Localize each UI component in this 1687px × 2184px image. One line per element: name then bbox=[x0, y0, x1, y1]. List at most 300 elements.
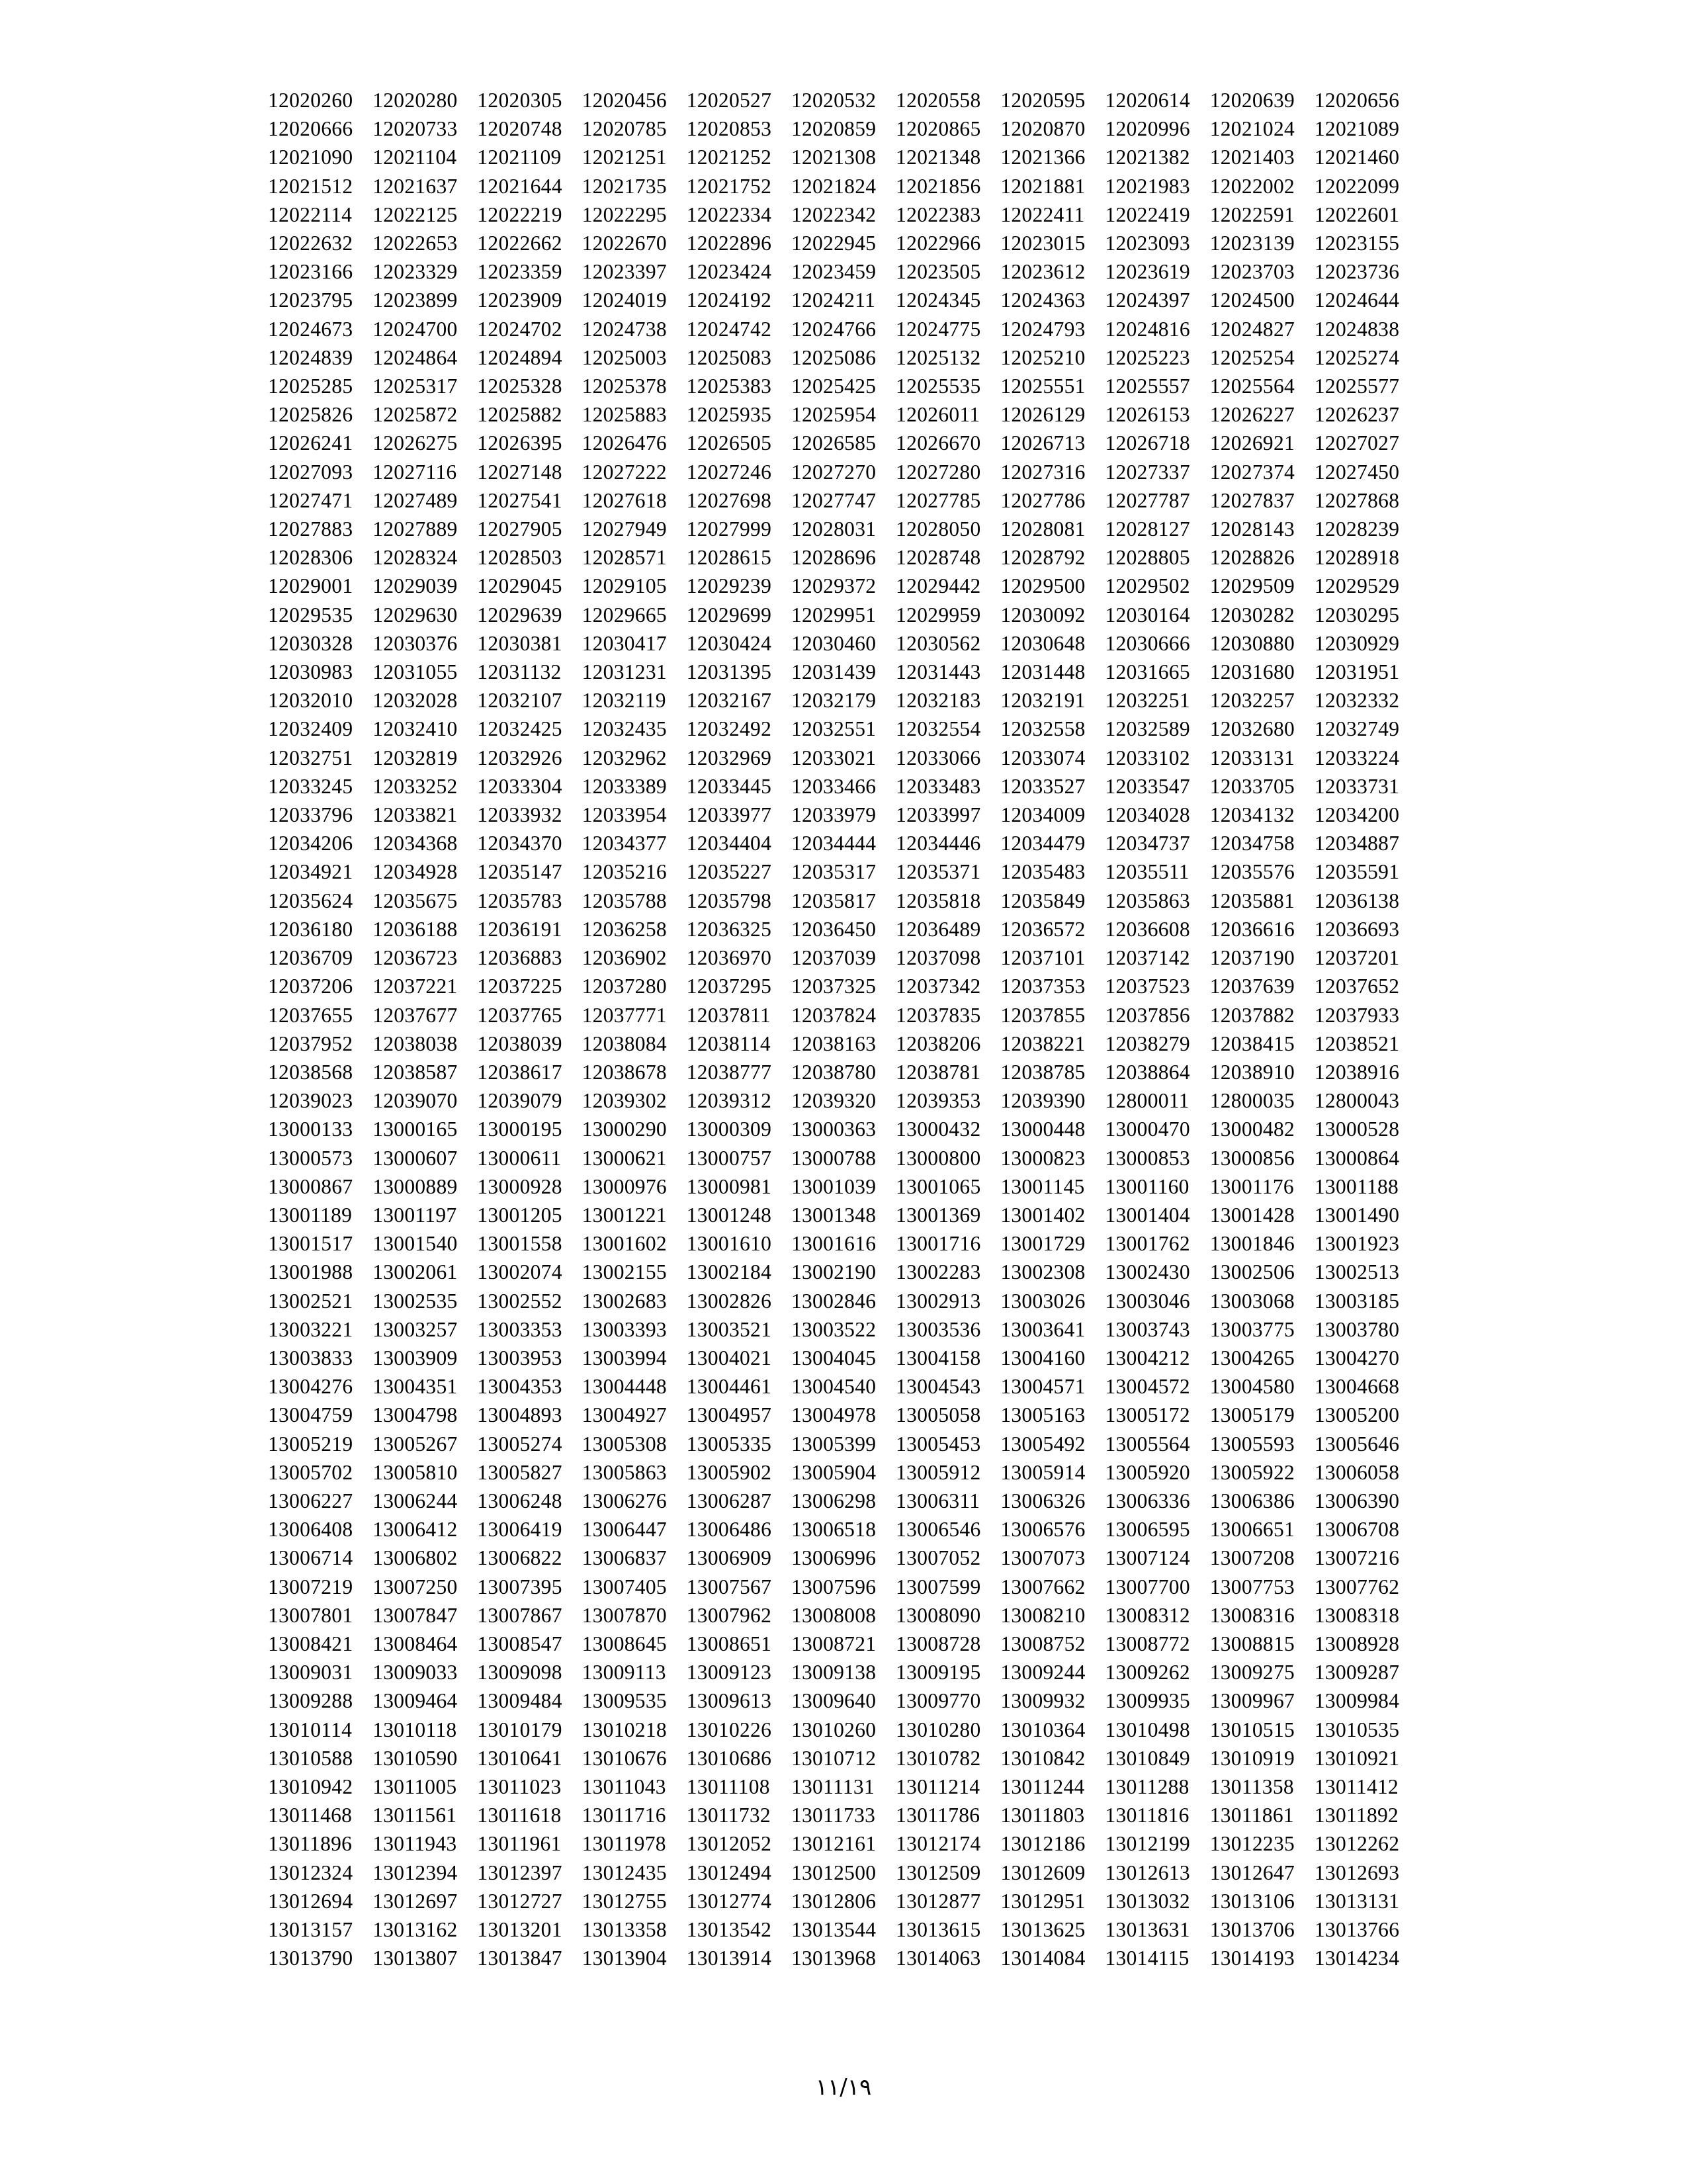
number-cell: 12033821 bbox=[372, 803, 458, 827]
number-cell: 13001610 bbox=[686, 1232, 772, 1256]
number-cell: 13001923 bbox=[1314, 1232, 1400, 1256]
number-cell: 13010218 bbox=[582, 1718, 667, 1741]
number-cell: 12038864 bbox=[1105, 1060, 1190, 1084]
number-cell: 12037142 bbox=[1105, 946, 1190, 970]
number-cell: 12039302 bbox=[582, 1089, 667, 1113]
number-cell: 12022653 bbox=[372, 232, 458, 255]
number-cell: 13012174 bbox=[896, 1832, 981, 1856]
number-cell: 12023909 bbox=[477, 288, 562, 312]
number-cell: 13009287 bbox=[1314, 1661, 1400, 1684]
number-cell: 13012755 bbox=[582, 1889, 667, 1913]
number-cell: 12031443 bbox=[896, 660, 981, 684]
number-cell: 13001065 bbox=[896, 1174, 981, 1198]
number-cell: 13009275 bbox=[1209, 1661, 1295, 1684]
number-cell: 13011803 bbox=[1000, 1804, 1085, 1827]
number-cell: 13000928 bbox=[477, 1174, 562, 1198]
number-cell: 13009640 bbox=[791, 1689, 877, 1713]
number-cell: 12024019 bbox=[582, 288, 667, 312]
number-cell: 12020733 bbox=[372, 117, 458, 141]
number-cell: 12027999 bbox=[686, 517, 772, 541]
number-cell: 12026713 bbox=[1000, 431, 1086, 455]
number-cell: 13008090 bbox=[896, 1603, 981, 1627]
number-cell: 13002535 bbox=[372, 1289, 458, 1313]
number-cell: 12033389 bbox=[582, 774, 667, 798]
number-cell: 12025132 bbox=[896, 345, 981, 369]
number-cell: 13009935 bbox=[1105, 1689, 1190, 1713]
number-cell: 12022114 bbox=[268, 202, 353, 226]
number-cell: 12021089 bbox=[1314, 117, 1400, 141]
number-cell: 12021644 bbox=[477, 174, 562, 198]
number-cell: 13000976 bbox=[582, 1174, 667, 1198]
number-cell: 12025254 bbox=[1209, 345, 1295, 369]
number-cell: 12038279 bbox=[1105, 1031, 1190, 1055]
number-cell: 12032409 bbox=[268, 717, 353, 741]
number-row bbox=[268, 1201, 1419, 1229]
number-cell: 13011023 bbox=[477, 1774, 562, 1798]
number-row bbox=[268, 315, 1419, 343]
number-cell: 12038916 bbox=[1314, 1060, 1400, 1084]
number-cell: 12033224 bbox=[1314, 746, 1400, 769]
number-cell: 12023619 bbox=[1105, 260, 1190, 284]
number-row bbox=[268, 1344, 1419, 1372]
number-cell: 12037933 bbox=[1314, 1003, 1400, 1027]
number-row bbox=[268, 515, 1419, 543]
number-cell: 13006822 bbox=[477, 1546, 562, 1570]
number-cell: 13013807 bbox=[372, 1946, 458, 1970]
number-cell: 13004668 bbox=[1314, 1375, 1400, 1399]
number-cell: 12022219 bbox=[477, 202, 562, 226]
number-cell: 13002430 bbox=[1105, 1260, 1190, 1284]
number-cell: 12021637 bbox=[372, 174, 458, 198]
number-cell: 12020870 bbox=[1000, 117, 1086, 141]
number-cell: 13013968 bbox=[791, 1946, 877, 1970]
number-cell: 12022966 bbox=[896, 232, 981, 255]
number-cell: 13001988 bbox=[268, 1260, 353, 1284]
number-cell: 12025954 bbox=[791, 403, 877, 427]
number-cell: 12034921 bbox=[268, 860, 353, 884]
number-cell: 12034200 bbox=[1314, 803, 1400, 827]
number-cell: 12025577 bbox=[1314, 374, 1400, 398]
number-cell: 13008210 bbox=[1000, 1603, 1086, 1627]
number-cell: 12034370 bbox=[477, 832, 562, 855]
number-cell: 12033977 bbox=[686, 803, 772, 827]
number-cell: 12035591 bbox=[1314, 860, 1400, 884]
number-cell: 12037882 bbox=[1209, 1003, 1295, 1027]
number-row bbox=[268, 1001, 1419, 1029]
number-cell: 12032551 bbox=[791, 717, 877, 741]
number-cell: 13005058 bbox=[896, 1403, 981, 1427]
number-row bbox=[268, 1573, 1419, 1601]
number-cell: 13005920 bbox=[1105, 1460, 1190, 1484]
number-cell: 13009098 bbox=[477, 1661, 562, 1684]
number-cell: 12030666 bbox=[1105, 631, 1190, 655]
number-cell: 12030648 bbox=[1000, 631, 1086, 655]
number-cell: 12022411 bbox=[1000, 202, 1085, 226]
number-cell: 13007762 bbox=[1314, 1575, 1400, 1598]
number-cell: 13012199 bbox=[1105, 1832, 1190, 1856]
number-cell: 12033021 bbox=[791, 746, 877, 769]
number-cell: 12027374 bbox=[1209, 460, 1295, 484]
number-cell: 12027148 bbox=[477, 460, 562, 484]
number-cell: 13000757 bbox=[686, 1146, 772, 1170]
number-cell: 13001197 bbox=[372, 1203, 457, 1227]
number-cell: 13000800 bbox=[896, 1146, 981, 1170]
number-cell: 12032435 bbox=[582, 717, 667, 741]
number-cell: 12021090 bbox=[268, 146, 353, 169]
number-cell: 13011468 bbox=[268, 1804, 353, 1827]
number-cell: 13009138 bbox=[791, 1661, 877, 1684]
number-cell: 13001729 bbox=[1000, 1232, 1086, 1256]
number-cell: 12035817 bbox=[791, 889, 877, 912]
number-cell: 13004893 bbox=[477, 1403, 562, 1427]
number-cell: 13003909 bbox=[372, 1346, 458, 1370]
number-cell: 12037855 bbox=[1000, 1003, 1086, 1027]
number-cell: 13007073 bbox=[1000, 1546, 1086, 1570]
number-row bbox=[268, 1229, 1419, 1258]
number-cell: 12027905 bbox=[477, 517, 562, 541]
number-cell: 13012397 bbox=[477, 1860, 562, 1884]
number-cell: 12021308 bbox=[791, 146, 877, 169]
number-cell: 12027618 bbox=[582, 488, 667, 512]
number-cell: 13004021 bbox=[686, 1346, 772, 1370]
number-cell: 13006276 bbox=[582, 1489, 667, 1512]
number-row bbox=[268, 1487, 1419, 1515]
number-cell: 12025086 bbox=[791, 345, 877, 369]
number-cell: 12033547 bbox=[1105, 774, 1190, 798]
number-cell: 12022125 bbox=[372, 202, 458, 226]
number-cell: 13012727 bbox=[477, 1889, 562, 1913]
number-cell: 12021109 bbox=[477, 146, 562, 169]
number-cell: 12020748 bbox=[477, 117, 562, 141]
number-cell: 13008316 bbox=[1209, 1603, 1295, 1627]
number-cell: 13008312 bbox=[1105, 1603, 1190, 1627]
number-cell: 13011961 bbox=[477, 1832, 562, 1856]
number-cell: 12022334 bbox=[686, 202, 772, 226]
number-cell: 13002826 bbox=[686, 1289, 772, 1313]
number-cell: 13009113 bbox=[582, 1661, 666, 1684]
number-cell: 13010676 bbox=[582, 1746, 667, 1770]
number-cell: 13008421 bbox=[268, 1632, 353, 1655]
number-cell: 12033304 bbox=[477, 774, 562, 798]
number-cell: 12038587 bbox=[372, 1060, 458, 1084]
number-cell: 12037856 bbox=[1105, 1003, 1190, 1027]
number-cell: 12031395 bbox=[686, 660, 772, 684]
number-cell: 12030328 bbox=[268, 631, 353, 655]
number-cell: 12033074 bbox=[1000, 746, 1086, 769]
number-cell: 13012693 bbox=[1314, 1860, 1400, 1884]
number-row bbox=[268, 172, 1419, 200]
number-cell: 12025935 bbox=[686, 403, 772, 427]
number-cell: 13007124 bbox=[1105, 1546, 1190, 1570]
number-cell: 13004540 bbox=[791, 1375, 877, 1399]
number-cell: 12026505 bbox=[686, 431, 772, 455]
number-cell: 12025826 bbox=[268, 403, 353, 427]
number-cell: 12022591 bbox=[1209, 202, 1295, 226]
number-cell: 13010590 bbox=[372, 1746, 458, 1770]
number-cell: 12028306 bbox=[268, 546, 353, 570]
number-cell: 13005564 bbox=[1105, 1432, 1190, 1456]
number-cell: 12035147 bbox=[477, 860, 562, 884]
number-cell: 12020614 bbox=[1105, 89, 1190, 112]
number-cell: 13009613 bbox=[686, 1689, 772, 1713]
number-cell: 13005453 bbox=[896, 1432, 981, 1456]
number-row bbox=[268, 1287, 1419, 1315]
number-cell: 12038521 bbox=[1314, 1031, 1400, 1055]
number-cell: 12034887 bbox=[1314, 832, 1400, 855]
number-cell: 12030295 bbox=[1314, 603, 1400, 627]
number-cell: 13001189 bbox=[268, 1203, 353, 1227]
number-cell: 12020532 bbox=[791, 89, 877, 112]
number-cell: 13005646 bbox=[1314, 1432, 1400, 1456]
number-cell: 13004265 bbox=[1209, 1346, 1295, 1370]
number-cell: 12036709 bbox=[268, 946, 353, 970]
number-cell: 12021104 bbox=[372, 146, 457, 169]
number-cell: 13010280 bbox=[896, 1718, 981, 1741]
number-cell: 12038206 bbox=[896, 1031, 981, 1055]
number-cell: 13006248 bbox=[477, 1489, 562, 1512]
number-cell: 13012262 bbox=[1314, 1832, 1400, 1856]
number-cell: 13003743 bbox=[1105, 1317, 1190, 1341]
number-cell: 12034928 bbox=[372, 860, 458, 884]
number-row bbox=[268, 86, 1419, 114]
number-cell: 13003780 bbox=[1314, 1317, 1400, 1341]
number-cell: 13005904 bbox=[791, 1460, 877, 1484]
number-cell: 13005219 bbox=[268, 1432, 353, 1456]
number-cell: 13004759 bbox=[268, 1403, 353, 1427]
number-row bbox=[268, 1658, 1419, 1686]
number-cell: 12028081 bbox=[1000, 517, 1086, 541]
number-cell: 12035227 bbox=[686, 860, 772, 884]
number-cell: 13011861 bbox=[1209, 1804, 1294, 1827]
number-cell: 12027698 bbox=[686, 488, 772, 512]
number-cell: 13009195 bbox=[896, 1661, 981, 1684]
number-row bbox=[268, 1544, 1419, 1572]
number-cell: 13010535 bbox=[1314, 1718, 1400, 1741]
number-cell: 12023397 bbox=[582, 260, 667, 284]
number-cell: 12037098 bbox=[896, 946, 981, 970]
number-cell: 12022601 bbox=[1314, 202, 1400, 226]
number-row bbox=[268, 686, 1419, 715]
number-row bbox=[268, 1801, 1419, 1829]
number-cell: 12038780 bbox=[791, 1060, 877, 1084]
number-cell: 13004572 bbox=[1105, 1375, 1190, 1399]
number-cell: 13002683 bbox=[582, 1289, 667, 1313]
number-cell: 13008651 bbox=[686, 1632, 772, 1655]
number-cell: 12035675 bbox=[372, 889, 458, 912]
number-cell: 13004957 bbox=[686, 1403, 772, 1427]
number-cell: 12031439 bbox=[791, 660, 877, 684]
number-cell: 13007962 bbox=[686, 1603, 772, 1627]
number-cell: 12024345 bbox=[896, 288, 981, 312]
number-cell: 12027246 bbox=[686, 460, 772, 484]
number-cell: 13013201 bbox=[477, 1918, 562, 1941]
number-cell: 12027337 bbox=[1105, 460, 1190, 484]
number-cell: 13014115 bbox=[1105, 1946, 1190, 1970]
number-cell: 12039353 bbox=[896, 1089, 981, 1113]
number-cell: 13004927 bbox=[582, 1403, 667, 1427]
number-cell: 12036258 bbox=[582, 917, 667, 941]
number-row bbox=[268, 658, 1419, 686]
number-cell: 12037101 bbox=[1000, 946, 1086, 970]
number-cell: 12026153 bbox=[1105, 403, 1190, 427]
number-cell: 12028805 bbox=[1105, 546, 1190, 570]
number-cell: 13006576 bbox=[1000, 1518, 1086, 1542]
number-cell: 13006326 bbox=[1000, 1489, 1086, 1512]
number-cell: 13005274 bbox=[477, 1432, 562, 1456]
number-cell: 12034377 bbox=[582, 832, 667, 855]
number-cell: 13008547 bbox=[477, 1632, 562, 1655]
number-cell: 12023166 bbox=[268, 260, 353, 284]
number-cell: 13011786 bbox=[896, 1804, 980, 1827]
number-cell: 12027949 bbox=[582, 517, 667, 541]
number-cell: 12020859 bbox=[791, 117, 877, 141]
number-cell: 12036180 bbox=[268, 917, 353, 941]
number-cell: 12029039 bbox=[372, 574, 458, 598]
number-cell: 12024673 bbox=[268, 317, 353, 341]
number-cell: 12037295 bbox=[686, 975, 772, 998]
number-cell: 12024700 bbox=[372, 317, 458, 341]
number-cell: 12035849 bbox=[1000, 889, 1086, 912]
number-cell: 12022295 bbox=[582, 202, 667, 226]
number-cell: 12027883 bbox=[268, 517, 353, 541]
number-cell: 12025328 bbox=[477, 374, 562, 398]
number-cell: 13006058 bbox=[1314, 1460, 1400, 1484]
number-cell: 13010114 bbox=[268, 1718, 353, 1741]
number-cell: 13010364 bbox=[1000, 1718, 1086, 1741]
number-cell: 13007753 bbox=[1209, 1575, 1295, 1598]
number-cell: 12035798 bbox=[686, 889, 772, 912]
number-cell: 12026275 bbox=[372, 431, 458, 455]
number-cell: 13000853 bbox=[1105, 1146, 1190, 1170]
number-row bbox=[268, 1458, 1419, 1487]
number-cell: 13005827 bbox=[477, 1460, 562, 1484]
number-row bbox=[268, 772, 1419, 801]
number-cell: 13006802 bbox=[372, 1546, 458, 1570]
number-cell: 12037325 bbox=[791, 975, 877, 998]
number-cell: 12021881 bbox=[1000, 174, 1086, 198]
number-cell: 13000864 bbox=[1314, 1146, 1400, 1170]
number-cell: 12021366 bbox=[1000, 146, 1086, 169]
number-cell: 13012186 bbox=[1000, 1832, 1086, 1856]
number-row bbox=[268, 114, 1419, 143]
number-cell: 13003046 bbox=[1105, 1289, 1190, 1313]
number-row bbox=[268, 257, 1419, 286]
number-cell: 13002283 bbox=[896, 1260, 981, 1284]
number-cell: 13010842 bbox=[1000, 1746, 1086, 1770]
number-cell: 13002521 bbox=[268, 1289, 353, 1313]
number-cell: 12022419 bbox=[1105, 202, 1190, 226]
number-row bbox=[268, 1858, 1419, 1887]
number-cell: 13012052 bbox=[686, 1832, 772, 1856]
number-cell: 12021382 bbox=[1105, 146, 1190, 169]
number-cell: 12034206 bbox=[268, 832, 353, 855]
number-row bbox=[268, 1372, 1419, 1401]
number-cell: 12025223 bbox=[1105, 345, 1190, 369]
number-cell: 12028615 bbox=[686, 546, 772, 570]
number-cell: 12030983 bbox=[268, 660, 353, 684]
number-cell: 13002552 bbox=[477, 1289, 562, 1313]
number-cell: 12033527 bbox=[1000, 774, 1086, 798]
number-cell: 12032425 bbox=[477, 717, 562, 741]
number-cell: 12029239 bbox=[686, 574, 772, 598]
number-cell: 13005200 bbox=[1314, 1403, 1400, 1427]
number-cell: 12028792 bbox=[1000, 546, 1086, 570]
number-cell: 13009484 bbox=[477, 1689, 562, 1713]
number-cell: 13006244 bbox=[372, 1489, 458, 1512]
number-cell: 12034737 bbox=[1105, 832, 1190, 855]
number-cell: 13013131 bbox=[1314, 1889, 1400, 1913]
number-cell: 12029630 bbox=[372, 603, 458, 627]
number-cell: 12022662 bbox=[477, 232, 562, 255]
number-cell: 13006412 bbox=[372, 1518, 458, 1542]
number-cell: 12038910 bbox=[1209, 1060, 1295, 1084]
number-cell: 13007867 bbox=[477, 1603, 562, 1627]
number-cell: 13000573 bbox=[268, 1146, 353, 1170]
number-cell: 12031231 bbox=[582, 660, 667, 684]
number-row bbox=[268, 286, 1419, 314]
number-row bbox=[268, 629, 1419, 658]
number-cell: 13000432 bbox=[896, 1117, 981, 1141]
number-cell: 12024775 bbox=[896, 317, 981, 341]
number-cell: 13006714 bbox=[268, 1546, 353, 1570]
number-cell: 12036883 bbox=[477, 946, 562, 970]
number-cell: 13005492 bbox=[1000, 1432, 1086, 1456]
number-cell: 13010921 bbox=[1314, 1746, 1400, 1770]
number-cell: 13008752 bbox=[1000, 1632, 1086, 1655]
number-cell: 12024766 bbox=[791, 317, 877, 341]
number-cell: 13007567 bbox=[686, 1575, 772, 1598]
number-cell: 12036450 bbox=[791, 917, 877, 941]
number-cell: 13011716 bbox=[582, 1804, 666, 1827]
number-cell: 12039070 bbox=[372, 1089, 458, 1113]
number-cell: 12026585 bbox=[791, 431, 877, 455]
number-cell: 12021824 bbox=[791, 174, 877, 198]
number-cell: 13000290 bbox=[582, 1117, 667, 1141]
number-cell: 13013766 bbox=[1314, 1918, 1400, 1941]
number-cell: 12023359 bbox=[477, 260, 562, 284]
number-cell: 12025378 bbox=[582, 374, 667, 398]
number-row bbox=[268, 1258, 1419, 1286]
number-row bbox=[268, 1430, 1419, 1458]
number-cell: 12021348 bbox=[896, 146, 981, 169]
number-cell: 12029502 bbox=[1105, 574, 1190, 598]
number-cell: 12039320 bbox=[791, 1089, 877, 1113]
number-cell: 12023703 bbox=[1209, 260, 1295, 284]
number-cell: 12021983 bbox=[1105, 174, 1190, 198]
number-cell: 12032819 bbox=[372, 746, 458, 769]
number-cell: 12038678 bbox=[582, 1060, 667, 1084]
number-cell: 13001145 bbox=[1000, 1174, 1085, 1198]
number-cell: 13014084 bbox=[1000, 1946, 1086, 1970]
number-row bbox=[268, 1829, 1419, 1858]
number-cell: 12028050 bbox=[896, 517, 981, 541]
number-cell: 12024500 bbox=[1209, 288, 1295, 312]
number-cell: 13000363 bbox=[791, 1117, 877, 1141]
number-cell: 12037677 bbox=[372, 1003, 458, 1027]
number-cell: 13013106 bbox=[1209, 1889, 1295, 1913]
number-cell: 13006336 bbox=[1105, 1489, 1190, 1512]
number-cell: 13012774 bbox=[686, 1889, 772, 1913]
number-row bbox=[268, 400, 1419, 429]
number-row bbox=[268, 486, 1419, 515]
number-cell: 12033997 bbox=[896, 803, 981, 827]
number-cell: 12025083 bbox=[686, 345, 772, 369]
number-cell: 12027093 bbox=[268, 460, 353, 484]
number-cell: 13013625 bbox=[1000, 1918, 1086, 1941]
number-cell: 12020527 bbox=[686, 89, 772, 112]
number-cell: 13005399 bbox=[791, 1432, 877, 1456]
number-cell: 12024702 bbox=[477, 317, 562, 341]
